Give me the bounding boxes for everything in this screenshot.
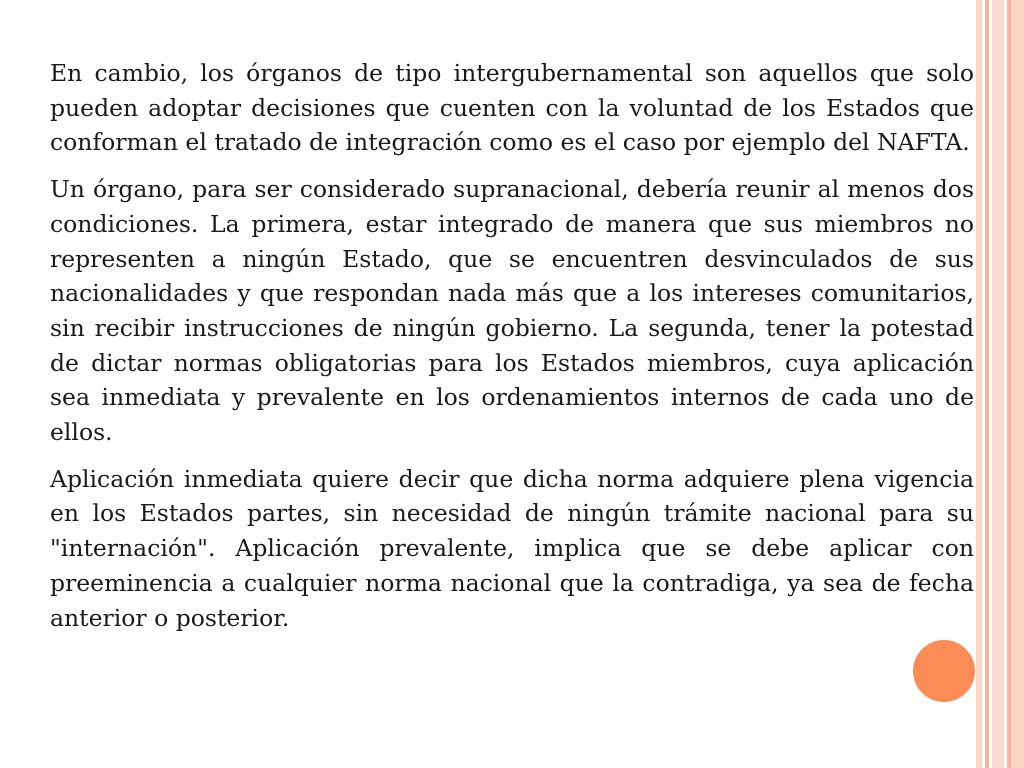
paragraph-aplicacion: Aplicación inmediata quiere decir que dicha norma adquiere plena vigencia en los Estados partes, sin necesidad de ningún trámite nacional para su "internación". Aplicación prevalente, implica que se debe aplicar con preeminencia a cualquier norma nacional que la contradiga, ya sea de fecha anterior o posterior. — [50, 464, 974, 632]
stripe — [992, 0, 1004, 768]
stripe — [1011, 0, 1024, 768]
decorative-orange-circle — [913, 640, 975, 702]
decorative-side-stripes — [976, 0, 1024, 768]
paragraph-supranacional: Un órgano, para ser considerado supranacional, debería reunir al menos dos condiciones. La primera, estar integrado de manera que sus miembros no representen a ningún Estado, que se encuentren desvinculados de sus nacionalidades y que respondan nada más que a los intereses comunitarios, sin recibir instrucciones de ningún gobierno. La segunda, tener la potestad de dictar normas obligatorias para los Estados miembros, cuya aplicación sea inmediata y prevalente en los ordenamientos internos de cada uno de ellos. — [50, 175, 974, 447]
paragraph-intergubernamental: En cambio, los órganos de tipo intergubernamental son aquellos que solo pueden adoptar decisiones que cuenten con la voluntad de los Estados que conforman el tratado de integración como es el caso por ejemplo del NAFTA. — [50, 59, 974, 157]
slide-body — [50, 56, 974, 647]
